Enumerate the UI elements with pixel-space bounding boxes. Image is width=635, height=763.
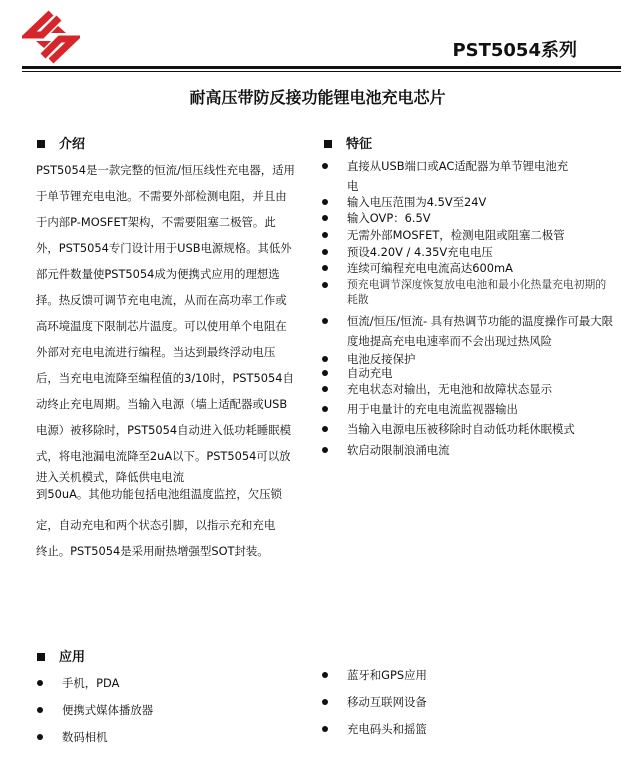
application-item: 手机，PDA [37,676,297,703]
feature-item: 连续可编程充电电流高达600mA [322,260,632,277]
bullet-dot-icon [37,680,43,686]
feature-item: 当输入电源电压被移除时自动低功耗休眠模式 [322,421,632,442]
application-item: 蓝牙和GPS应用 [322,668,622,695]
feature-item: 用于电量计的充电电流监视器输出 [322,401,632,421]
intro-heading-text: 介绍 [59,137,86,152]
bullet-dot-icon [322,199,328,205]
bullet-dot-icon [322,215,328,221]
application-item: 充电码头和摇篮 [322,722,622,749]
bullet-dot-icon [322,406,328,412]
bullet-dot-icon [322,318,328,324]
applications-heading [37,646,85,665]
intro-line: 外，PST5054专门设计用于USB电源规格。其低外 [36,241,292,255]
applications-list-left [37,676,297,757]
feature-item-continued: 度地提高充电电速率而不会出现过热风险 [347,334,553,348]
bullet-dot-icon [322,386,328,392]
bullet-dot-icon [322,726,328,732]
bullet-dot-icon [322,447,328,453]
feature-item: 软启动限制浪涌电流 [322,442,632,462]
intro-line: 于单节锂充电电池。不需要外部检测电阻，并且由 [36,189,287,203]
feature-item: 无需外部MOSFET，检测电阻或阻塞二极管 [322,227,632,244]
bullet-dot-icon [322,232,328,238]
feature-item: 预设4.20V / 4.35V充电电压 [322,244,632,260]
application-item: 数码相机 [37,730,297,757]
intro-line: 式，将电池漏电流降至2uA以下。PST5054可以放 [36,449,291,463]
document-title: 耐高压带防反接功能锂电池充电芯片 [189,88,446,107]
bullet-dot-icon [322,282,328,288]
feature-item: 电池反接保护 [322,351,632,365]
intro-paragraph [36,157,302,564]
bullet-dot-icon [322,699,328,705]
intro-line: 于内部P-MOSFET架构，不需要阻塞二极管。此 [36,215,276,229]
bullet-dot-icon [322,672,328,678]
feature-item: 自动充电 [322,365,632,381]
intro-line: 后，当充电电流降至编程值的3/10时，PST5054自 [36,371,294,385]
intro-line: 择。热反馈可调节充电电流，从而在高功率工作或 [36,293,287,307]
bullet-dot-icon [37,734,43,740]
applications-heading-text: 应用 [59,650,86,665]
bullet-dot-icon [37,707,43,713]
bullet-dot-icon [322,265,328,271]
intro-line: 部元件数量使PST5054成为便携式应用的理想选 [36,267,280,281]
intro-line: 定，自动充电和两个状态引脚，以指示充和充电 [36,518,276,532]
intro-heading [37,133,85,152]
bullet-dot-icon [322,426,328,432]
intro-line: 终止。PST5054是采用耐热增强型SOT封装。 [36,544,269,558]
square-bullet-icon [37,140,45,148]
header-rule-thick [22,66,621,69]
application-item: 移动互联网设备 [322,695,622,722]
feature-item: 输入电压范围为4.5V至24V [322,194,632,210]
square-bullet-icon [324,140,332,148]
intro-line: 高环境温度下限制芯片温度。可以使用单个电阻在 [36,319,287,333]
features-heading [324,133,372,152]
square-bullet-icon [37,653,45,661]
feature-item-continued: 电 [347,179,359,193]
header-rule-thin [22,71,621,72]
intro-line: 外部对充电电流进行编程。当达到最终浮动电压 [36,345,276,359]
company-logo-icon [22,8,80,66]
applications-list-right [322,668,622,749]
application-item: 便携式媒体播放器 [37,703,297,730]
bullet-dot-icon [322,163,328,169]
intro-line: PST5054是一款完整的恒流/恒压线性充电器，适用 [36,163,295,177]
bullet-dot-icon [322,370,328,376]
feature-item: 恒流/恒压/恒流- 具有热调节功能的温度操作可最大限 [322,313,632,333]
feature-item: 直接从USB端口或AC适配器为单节锂电池充 [322,158,632,178]
part-title: PST5054系列 [452,40,577,61]
intro-line: 电源）被移除时，PST5054自动进入低功耗睡眠模 [36,423,292,437]
intro-line: 动终止充电周期。当输入电源（墙上适配器或USB [36,397,288,411]
feature-item-continued: 耗散 [347,293,369,306]
intro-line: 进入关机模式，降低供电电流 [36,470,185,484]
feature-item: 充电状态对输出，无电池和故障状态显示 [322,381,632,401]
bullet-dot-icon [322,356,328,362]
feature-item: 输入OVP：6.5V [322,210,632,227]
features-heading-text: 特征 [346,137,373,152]
feature-item: 预充电调节深度恢复放电电池和最小化热量充电初期的 [322,277,632,292]
intro-line: 到50uA。其他功能包括电池组温度监控，欠压锁 [36,487,282,501]
features-list [322,158,632,462]
bullet-dot-icon [322,249,328,255]
